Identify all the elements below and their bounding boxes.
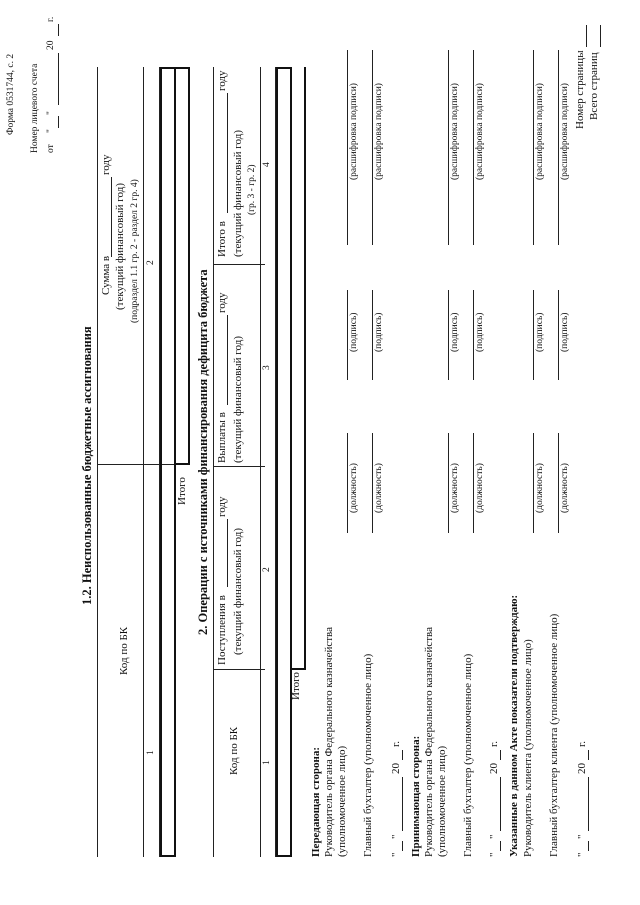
sig1-decoding: (расшифровка подписи) [349,83,359,180]
table2-total: Итого [290,672,302,700]
table2-row-left [276,855,290,857]
date1-year-line [402,750,403,760]
year-line [58,24,59,36]
sig6-position-line [558,433,559,533]
sig6-position: (должность) [560,463,570,513]
head-fed-treasury-2: Руководитель органа Федерального казначейства [423,627,435,857]
sig2-position: (должность) [374,463,384,513]
table1-sum-line3: (подраздел 1.1 гр. 2 - раздел 2 гр. 4) [130,179,140,323]
sig6-decoding: (расшифровка подписи) [560,83,570,180]
table2-in-blank [227,519,228,587]
table2-header-bottom [260,67,261,857]
date2-quote2: " [488,834,500,839]
chief-accountant-client: Главный бухгалтер клиента (уполномоченное лицо) [548,613,560,857]
table2-out-year: году [216,292,228,313]
sig5-decoding: (расшифровка подписи) [535,83,545,180]
confirmed-label: Указанные в данном Акте показатели подтверждаю: [508,594,520,857]
table1-total: Итого [176,477,188,505]
table2-top [213,67,214,857]
table2-div-3 [213,264,265,265]
table1-num-2: 2 [146,260,156,265]
date2-quote: " [488,852,500,857]
day-line [58,116,59,128]
authorized-person: (уполномоченное лицо) [336,745,348,857]
head-client: Руководитель клиента (уполномоченное лицо) [522,639,534,857]
total-pages-line [600,25,601,47]
sig6-signature-line [558,290,559,380]
date1-year-suffix: г. [390,740,402,747]
chief-accountant-2: Главный бухгалтер (уполномоченное лицо) [462,653,474,857]
quote-open: " [46,129,56,133]
date2-year-suffix: г. [488,740,500,747]
date3-year-prefix: 20 [576,763,588,774]
table1-num-1: 1 [146,750,156,755]
table2-row-right [276,67,290,69]
sig6-signature: (подпись) [560,312,570,352]
quote-close: " [46,111,56,115]
table2-total-bottom [304,67,306,670]
table2-total-line3: (гр. 3 - гр. 2) [247,164,257,215]
transferring-label: Передающая сторона: [310,746,322,857]
table1-total-left [174,463,188,465]
sig4-signature: (подпись) [475,312,485,352]
date2-month-line [500,777,501,831]
table2-row [276,67,278,857]
table2-total-line1: Итого в [216,221,228,257]
sig3-signature-line [448,290,449,380]
sig3-position-line [448,433,449,533]
table2-col-code: Код по БК [228,726,240,775]
sig3-decoding-line [448,50,449,245]
sig5-decoding-line [533,50,534,245]
sig1-signature: (подпись) [349,312,359,352]
head-fed-treasury: Руководитель органа Федерального казначейства [323,627,335,857]
sig1-signature-line [347,290,348,380]
table2-row-bottom [290,67,292,857]
table2-num-3: 3 [262,365,272,370]
table1-top [97,67,98,857]
table1-year-blank [111,177,112,257]
year-prefix: 20 [46,40,56,50]
sig4-position-line [473,433,474,533]
table2-total-year: году [216,70,228,91]
sig3-signature: (подпись) [450,312,460,352]
table1-total-bottom [188,67,190,465]
table1-sum-year: году [100,154,112,175]
month-line [58,53,59,105]
authorized-person-2: (уполномоченное лицо) [436,745,448,857]
table2-out-line2: (текущий финансовый год) [232,336,244,463]
table1-header-bottom [143,67,144,857]
table1-sum-line2: (текущий финансовый год) [114,183,126,310]
sig2-decoding: (расшифровка подписи) [374,83,384,180]
sig6-decoding-line [558,50,559,245]
date3-year-line [588,750,589,760]
table2-num-2: 2 [262,567,272,572]
date2-year-line [500,750,501,760]
section-2-title: 2. Операции с источниками финансирования дефицита бюджета [196,269,210,635]
table1-row-right [160,67,188,69]
sig2-decoding-line [372,50,373,245]
total-pages-label: Всего страниц [588,52,600,120]
sig2-signature: (подпись) [374,312,384,352]
sig4-position: (должность) [475,463,485,513]
table2-div-2 [213,466,265,467]
date2-day-line [500,841,501,851]
sig4-signature-line [473,290,474,380]
sig2-signature-line [372,290,373,380]
date3-day-line [588,841,589,851]
sig3-decoding: (расшифровка подписи) [450,83,460,180]
table2-in-line1: Поступления в [216,595,228,665]
date3-month-line [588,777,589,831]
sig1-decoding-line [347,50,348,245]
table2-div-1 [213,669,265,670]
table2-total-blank [227,93,228,213]
sig3-position: (должность) [450,463,460,513]
chief-accountant: Главный бухгалтер (уполномоченное лицо) [362,653,374,857]
table2-num-1: 1 [262,760,272,765]
table2-in-year: году [216,496,228,517]
table2-in-line2: (текущий финансовый год) [232,528,244,655]
sig5-signature: (подпись) [535,312,545,352]
date1-year-prefix: 20 [390,763,402,774]
table1-row [160,67,162,857]
date1-month-line [402,777,403,831]
section-1-2-title: 1.2. Неиспользованные бюджетные ассигнования [80,326,94,605]
sig1-position-line [347,433,348,533]
sig4-decoding: (расшифровка подписи) [475,83,485,180]
from-label: от [46,144,56,153]
table2-out-line1: Выплаты в [216,412,228,463]
table1-row-bottom [174,67,176,857]
date1-quote2: " [390,834,402,839]
date1-day-line [402,841,403,851]
date3-quote: " [576,852,588,857]
form-number: Форма 0531744, с. 2 [6,53,16,135]
table1-col-code: Код по БК [118,626,130,675]
table1-sum-line1: Сумма в [100,255,112,295]
sig5-signature-line [533,290,534,380]
table2-out-blank [227,315,228,405]
table2-total-left [290,668,304,670]
date2-year-prefix: 20 [488,763,500,774]
sig1-position: (должность) [349,463,359,513]
date3-quote2: " [576,834,588,839]
table2-num-4: 4 [262,162,272,167]
table2-total-line2: (текущий финансовый год) [232,130,244,257]
receiving-label: Принимающая сторона: [410,735,422,857]
sig4-decoding-line [473,50,474,245]
sig5-position-line [533,433,534,533]
page-number-label: Номер страницы [574,50,586,129]
sig2-position-line [372,433,373,533]
page-number-line [586,25,587,47]
account-label: Номер лицевого счета [30,63,40,153]
date1-quote: " [390,852,402,857]
year-suffix: г. [46,16,56,22]
date3-year-suffix: г. [576,740,588,747]
sig5-position: (должность) [535,463,545,513]
table1-row-left [160,855,174,857]
